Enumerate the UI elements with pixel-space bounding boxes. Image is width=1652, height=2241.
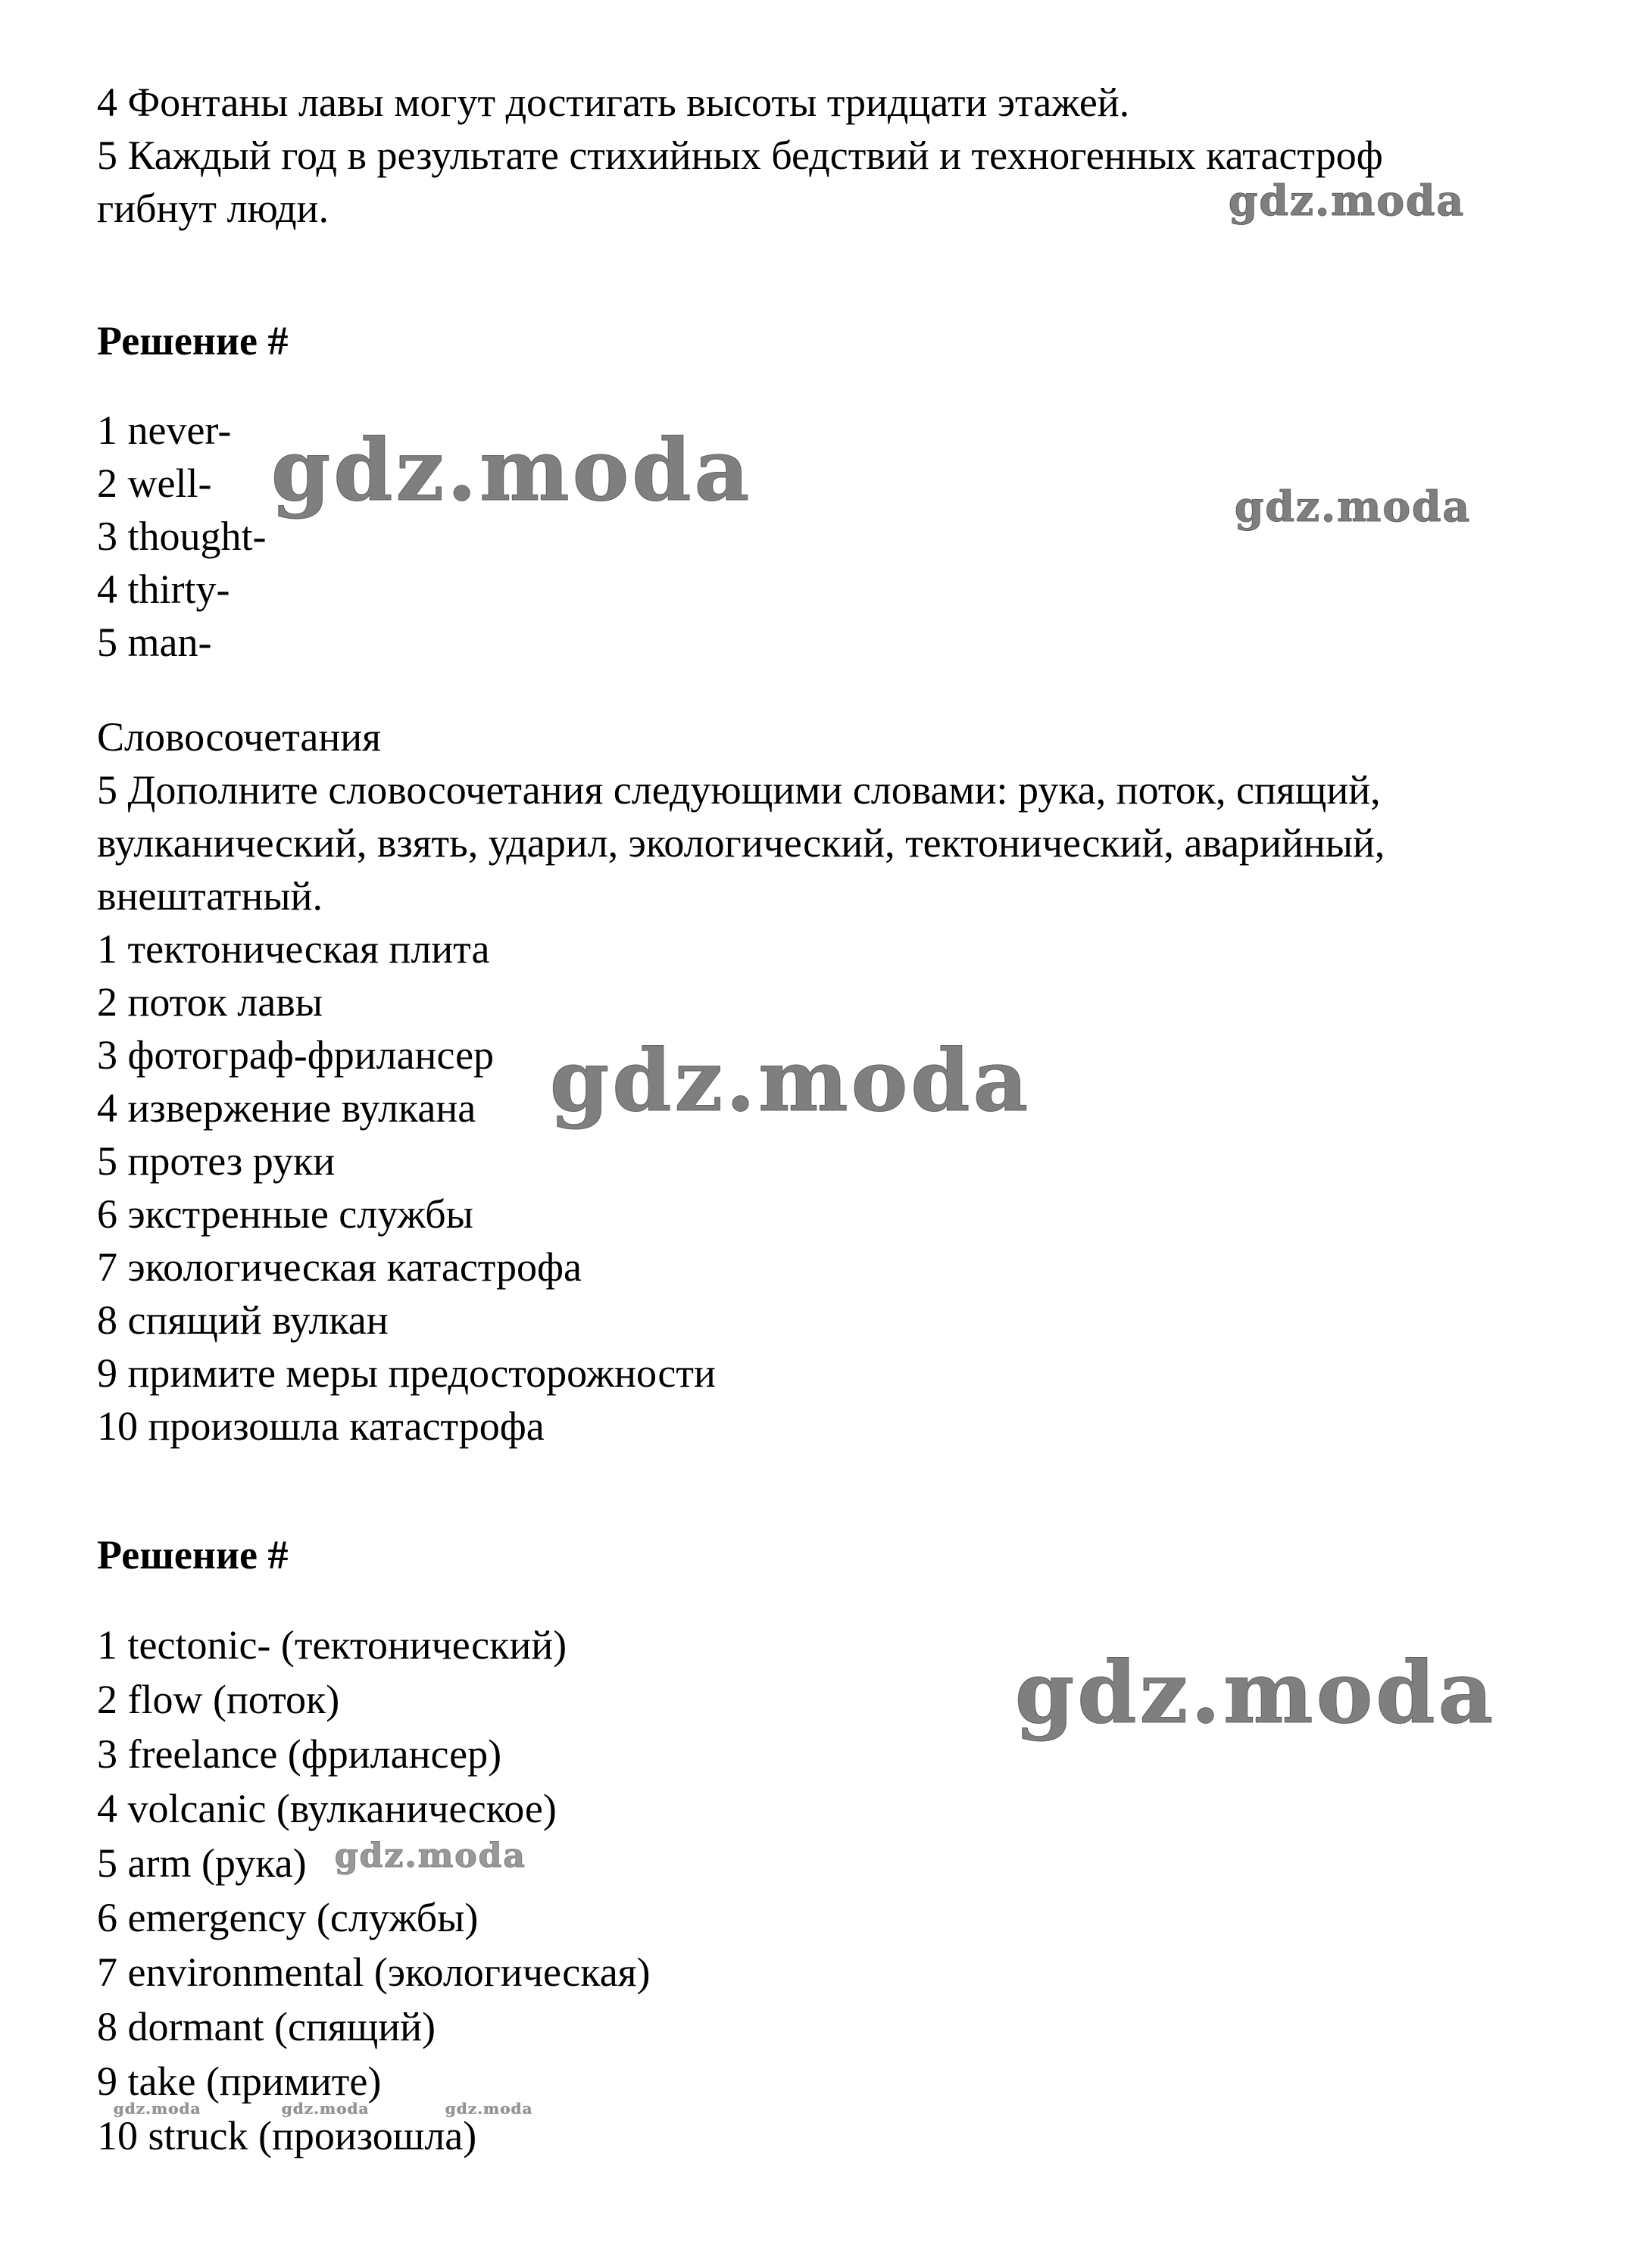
watermark: gdz.moda (335, 1837, 527, 1875)
list-item: 3 thought- (97, 513, 267, 559)
text-line: 5 Каждый год в результате стихийных бедствий и техногенных катастроф (97, 133, 1383, 178)
list-item: 4 извержение вулкана (97, 1085, 476, 1131)
list-item: 7 environmental (экологическая) (97, 1949, 651, 1995)
list-item: 10 struck (произошла) (97, 2113, 477, 2158)
list-item: 2 flow (поток) (97, 1677, 340, 1722)
solution-heading-2: Решение # (97, 1532, 289, 1578)
list-item: 5 arm (рука) (97, 1840, 307, 1886)
list-item: 10 произошла катастрофа (97, 1403, 545, 1449)
watermark: gdz.moda (271, 421, 753, 520)
list-item: 6 экстренные службы (97, 1191, 473, 1237)
list-item: 2 well- (97, 460, 212, 506)
watermark: gdz.moda (1015, 1643, 1497, 1743)
watermark: gdz.moda (282, 2099, 370, 2118)
list-item: 9 примите меры предосторожности (97, 1350, 716, 1396)
task-line: внештатный. (97, 873, 323, 919)
list-item: 5 протез руки (97, 1138, 336, 1184)
list-item: 5 man- (97, 620, 212, 665)
watermark: gdz.moda (550, 1032, 1032, 1131)
solution-heading-1: Решение # (97, 318, 289, 364)
collocations-title: Словосочетания (97, 714, 381, 760)
list-item: 8 dormant (спящий) (97, 2004, 436, 2049)
list-item: 3 фотограф-фрилансер (97, 1032, 495, 1078)
list-item: 1 tectonic- (тектонический) (97, 1622, 567, 1668)
list-item: 2 поток лавы (97, 979, 323, 1025)
list-item: 3 freelance (фрилансер) (97, 1731, 502, 1777)
task-line: 5 Дополните словосочетания следующими словами: рука, поток, спящий, (97, 767, 1381, 813)
watermark: gdz.moda (1235, 482, 1472, 531)
watermark: gdz.moda (445, 2099, 533, 2118)
list-item: 9 take (примите) (97, 2058, 382, 2104)
text-line: гибнут люди. (97, 186, 329, 231)
list-item: 6 emergency (службы) (97, 1895, 479, 1940)
task-line: вулканический, взять, ударил, экологический, тектонический, аварийный, (97, 820, 1385, 866)
list-item: 8 спящий вулкан (97, 1297, 389, 1343)
text-line: 4 Фонтаны лавы могут достигать высоты тридцати этажей. (97, 80, 1130, 125)
watermark: gdz.moda (114, 2099, 201, 2118)
list-item: 7 экологическая катастрофа (97, 1244, 582, 1290)
list-item: 1 never- (97, 407, 232, 453)
list-item: 4 thirty- (97, 566, 230, 612)
list-item: 4 volcanic (вулканическое) (97, 1786, 557, 1831)
watermark: gdz.moda (1229, 176, 1466, 225)
list-item: 1 тектоническая плита (97, 926, 490, 972)
